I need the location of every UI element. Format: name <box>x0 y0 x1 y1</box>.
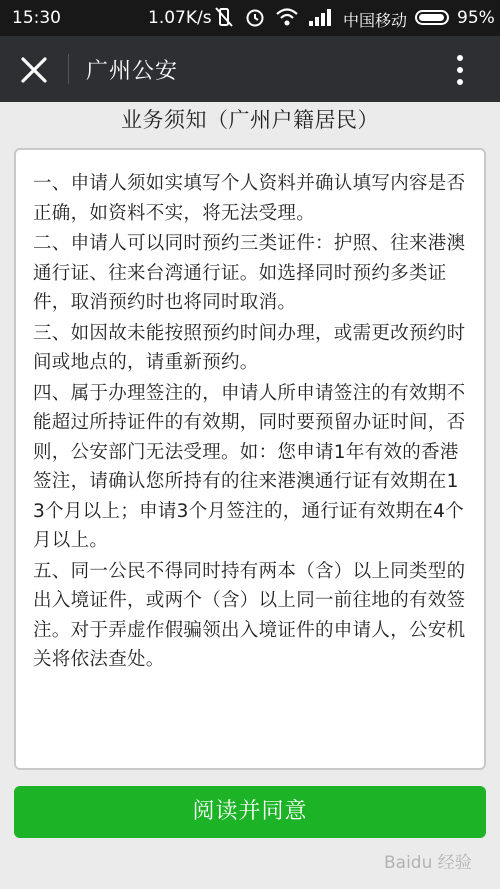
notice-paragraph-2: 二、申请人可以同时预约三类证件：护照、往来港澳通行证、往来台湾通行证。如选择同时预约多类证件，取消预约时也将同时取消。 <box>33 233 466 313</box>
read-and-agree-button[interactable]: 阅读并同意 <box>14 786 486 838</box>
status-bar <box>0 0 500 36</box>
baidu-logo-icon <box>380 840 492 884</box>
notice-content[interactable] <box>14 148 486 770</box>
watermark-text: Baidu 经验 <box>384 853 472 873</box>
baidu-watermark <box>380 840 492 884</box>
notice-heading: 业务须知（广州户籍居民） <box>121 108 379 132</box>
notice-paragraph-3: 三、如因故未能按照预约时间办理，或需更改预约时间或地点的，请重新预约。 <box>33 322 466 373</box>
more-dot-icon <box>457 79 463 85</box>
close-icon <box>12 48 56 92</box>
title-bar <box>0 36 500 102</box>
network-speed: 1.07K/s <box>148 8 212 28</box>
vibrate-off-icon <box>213 6 235 28</box>
battery-icon <box>415 10 449 25</box>
more-dot-icon <box>457 67 463 73</box>
status-icons <box>213 6 332 28</box>
close-button[interactable] <box>12 48 56 92</box>
alarm-icon <box>244 6 266 28</box>
page-title: 广州公安 <box>86 59 179 84</box>
title-divider <box>68 54 69 84</box>
notice-paragraph-5: 五、同一公民不得同时持有两本（含）以上同类型的出入境证件，或两个（含）以上同一前往地的有效签注。对于弄虚作假骗领出入境证件的申请人，公安机关将依法查处。 <box>33 560 466 670</box>
battery-level <box>419 14 444 21</box>
more-dot-icon <box>457 55 463 61</box>
signal-icon <box>308 7 332 27</box>
notice-paragraph-1: 一、申请人须如实填写个人资料并确认填写内容是否正确，如资料不实，将无法受理。 <box>33 173 466 224</box>
battery-percent: 95% <box>457 8 495 28</box>
wifi-icon <box>275 7 299 27</box>
more-options-button[interactable] <box>444 50 476 90</box>
carrier-name: 中国移动 <box>343 11 408 30</box>
status-time: 15:30 <box>12 8 61 28</box>
notice-paragraph-4: 四、属于办理签注的，申请人所申请签注的有效期不能超过所持证件的有效期，同时要预留办证时间，否则，公安部门无法受理。如：您申请1年有效的香港签注，请确认您所持有的往来港澳通行证有效期在13个月以上；申请3个月签注的，通行证有效期在4个月以上。 <box>33 382 466 551</box>
